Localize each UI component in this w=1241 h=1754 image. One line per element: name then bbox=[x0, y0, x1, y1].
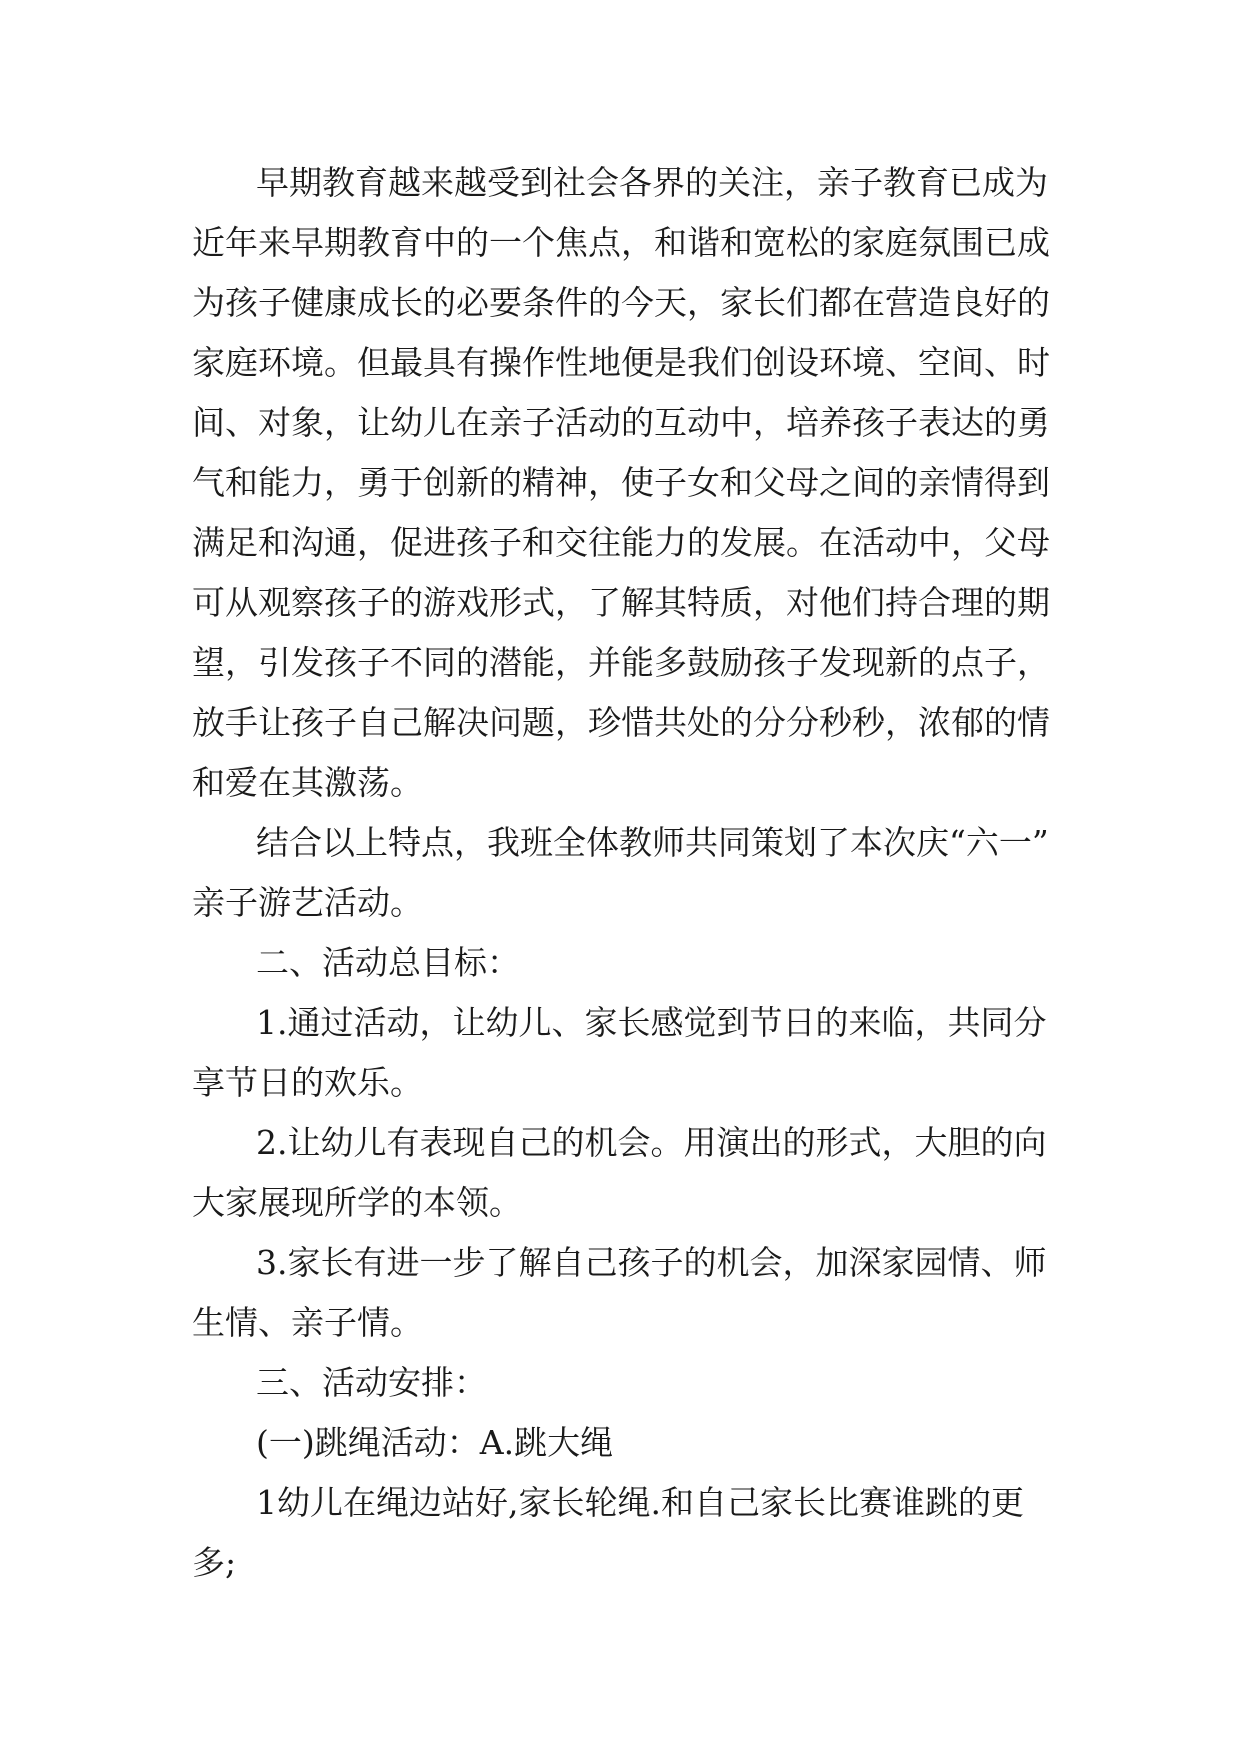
goal-1-line-1: 1.通过活动，让幼儿、家长感觉到节日的来临，共同分 bbox=[256, 1003, 1047, 1042]
heading-goals: 二、活动总目标： bbox=[256, 943, 520, 982]
paragraph-intro-line-5: 间、对象，让幼儿在亲子活动的互动中，培养孩子表达的勇 bbox=[192, 403, 1050, 442]
paragraph-intro-line-9: 望，引发孩子不同的潜能，并能多鼓励孩子发现新的点子， bbox=[192, 643, 1050, 682]
goal-3-line-1: 3.家长有进一步了解自己孩子的机会，加深家园情、师 bbox=[256, 1243, 1047, 1282]
goal-2-line-1: 2.让幼儿有表现自己的机会。用演出的形式，大胆的向 bbox=[256, 1123, 1047, 1162]
paragraph-intro-line-6: 气和能力，勇于创新的精神，使子女和父母之间的亲情得到 bbox=[192, 463, 1050, 502]
goal-3-line-2: 生情、亲子情。 bbox=[192, 1303, 423, 1342]
goal-1-line-2: 享节日的欢乐。 bbox=[192, 1063, 423, 1102]
paragraph-intro-line-4: 家庭环境。但最具有操作性地便是我们创设环境、空间、时 bbox=[192, 343, 1050, 382]
heading-arrangement: 三、活动安排： bbox=[256, 1363, 487, 1402]
rope-step-1-line-1: 1幼儿在绳边站好,家长轮绳.和自己家长比赛谁跳的更 bbox=[256, 1483, 1024, 1522]
rope-step-1-line-2: 多; bbox=[192, 1543, 237, 1582]
paragraph-intro-line-10: 放手让孩子自己解决问题，珍惜共处的分分秒秒，浓郁的情 bbox=[192, 703, 1050, 742]
paragraph-intro-line-1: 早期教育越来越受到社会各界的关注，亲子教育已成为 bbox=[256, 163, 1048, 202]
paragraph-intro-line-3: 为孩子健康成长的必要条件的今天，家长们都在营造良好的 bbox=[192, 283, 1050, 322]
paragraph-intro-line-11: 和爱在其激荡。 bbox=[192, 763, 423, 802]
paragraph-plan-line-1: 结合以上特点，我班全体教师共同策划了本次庆“六一” bbox=[256, 823, 1049, 862]
paragraph-plan-line-2: 亲子游艺活动。 bbox=[192, 883, 423, 922]
goal-2-line-2: 大家展现所学的本领。 bbox=[192, 1183, 522, 1222]
paragraph-intro-line-7: 满足和沟通，促进孩子和交往能力的发展。在活动中，父母 bbox=[192, 523, 1050, 562]
paragraph-intro-line-2: 近年来早期教育中的一个焦点，和谐和宽松的家庭氛围已成 bbox=[192, 223, 1050, 262]
paragraph-intro-line-8: 可从观察孩子的游戏形式，了解其特质，对他们持合理的期 bbox=[192, 583, 1050, 622]
subheading-rope-skipping: (一)跳绳活动：A.跳大绳 bbox=[256, 1423, 614, 1462]
